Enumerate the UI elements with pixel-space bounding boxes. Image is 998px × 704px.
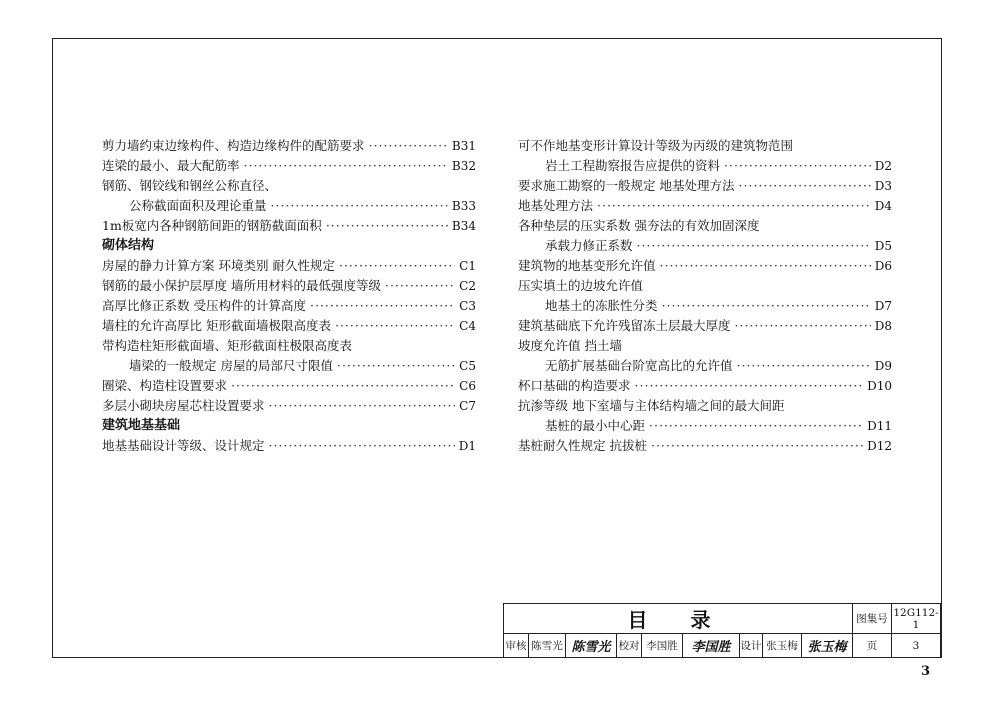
toc-entry-title: 建筑物的地基变形允许值 <box>518 258 656 273</box>
toc-entry-code: D1 <box>458 439 476 453</box>
toc-entry <box>518 436 892 456</box>
toc-leader-dots <box>738 176 870 196</box>
toc-entry-code: C1 <box>459 259 476 273</box>
toc-entry-title: 带构造柱矩形截面墙、矩形截面柱极限高度表 <box>102 338 353 353</box>
toc-entry-title: 钢筋的最小保护层厚度 墙所用材料的最低强度等级 <box>102 278 381 293</box>
toc-left-column <box>102 136 476 456</box>
toc-leader-dots <box>649 416 863 436</box>
toc-right-column <box>518 136 892 456</box>
reviewer-name: 陈雪光 <box>529 634 566 658</box>
checker-signature <box>683 634 740 658</box>
toc-leader-dots <box>269 396 456 416</box>
toc-entry-title: 地基处理方法 <box>518 198 594 213</box>
atlas-number-label: 图集号 <box>853 604 892 634</box>
toc-entry-title: 房屋的静力计算方案 环境类别 耐久性规定 <box>102 258 335 273</box>
toc-entry-code: C2 <box>459 279 476 293</box>
toc-leader-dots <box>339 256 455 276</box>
toc-entry-code: C6 <box>459 379 476 393</box>
designer-signature-mark: 张玉梅 <box>807 640 847 655</box>
toc-entry-title: 墙柱的允许高厚比 矩形截面墙极限高度表 <box>102 318 331 333</box>
toc-entry-title: 坡度允许值 挡土墙 <box>518 338 622 353</box>
toc-entry <box>518 356 892 376</box>
toc-entry <box>102 376 476 396</box>
toc-entry <box>102 156 476 176</box>
toc-entry <box>518 376 892 396</box>
toc-entry-title: 承载力修正系数 <box>545 238 633 253</box>
toc-entry <box>518 416 892 436</box>
toc-entry <box>102 256 476 276</box>
toc-entry-title: 杯口基础的构造要求 <box>518 378 631 393</box>
toc-entry-title: 基桩的最小中心距 <box>545 418 646 433</box>
toc-leader-dots <box>369 136 448 156</box>
toc-leader-dots <box>735 316 871 336</box>
atlas-number: 12G112-1 <box>892 604 941 634</box>
toc-leader-dots <box>326 216 448 236</box>
toc-entry-code: D9 <box>874 359 892 373</box>
toc-leader-dots <box>231 376 455 396</box>
toc-leader-dots <box>597 196 871 216</box>
checker-name: 李国胜 <box>642 634 683 658</box>
toc-leader-dots <box>635 376 864 396</box>
toc-entry <box>102 436 476 456</box>
toc-entry-title: 地基土的冻胀性分类 <box>545 298 658 313</box>
toc-entry-title: 无筋扩展基础台阶宽高比的允许值 <box>545 358 733 373</box>
reviewer-signature <box>566 634 617 658</box>
toc-entry-title: 砌体结构 <box>102 238 155 253</box>
toc-entry-code: D2 <box>874 159 892 173</box>
toc-leader-dots <box>335 316 455 336</box>
title-block <box>503 603 941 658</box>
toc-entry-title: 建筑地基基础 <box>102 418 181 433</box>
toc-leader-dots <box>662 296 871 316</box>
design-label: 设计 <box>740 634 763 658</box>
toc-entry-code: D4 <box>874 199 892 213</box>
toc-entry-title: 多层小砌块房屋芯柱设置要求 <box>102 398 265 413</box>
toc-entry-title: 要求施工勘察的一般规定 地基处理方法 <box>518 178 735 193</box>
toc-entry <box>518 276 892 296</box>
toc-entry <box>102 336 476 356</box>
toc-entry <box>518 316 892 336</box>
toc-entry <box>518 136 892 156</box>
toc-entry-code: D8 <box>874 319 892 333</box>
toc-entry-title: 墙梁的一般规定 房屋的局部尺寸限值 <box>129 358 333 373</box>
toc-entry <box>518 296 892 316</box>
toc-entry-title: 圈梁、构造柱设置要求 <box>102 378 228 393</box>
toc-entry-title: 高厚比修正系数 受压构件的计算高度 <box>102 298 306 313</box>
checker-signature-mark: 李国胜 <box>691 640 731 655</box>
toc-entry <box>518 256 892 276</box>
toc-leader-dots <box>724 156 871 176</box>
toc-leader-dots <box>337 356 455 376</box>
toc-entry-code: B32 <box>451 159 476 173</box>
toc-entry-code: D6 <box>874 259 892 273</box>
toc-leader-dots <box>269 436 455 456</box>
page-number: 3 <box>921 664 931 679</box>
toc-entry <box>102 196 476 216</box>
toc-entry-title: 连梁的最小、最大配筋率 <box>102 158 240 173</box>
toc-entry-title: 剪力墙约束边缘构件、构造边缘构件的配筋要求 <box>102 138 365 153</box>
designer-signature <box>802 634 853 658</box>
toc-entry-code: B34 <box>451 219 476 233</box>
toc-entry <box>102 356 476 376</box>
toc-entry-code: B33 <box>451 199 476 213</box>
toc-entry <box>518 336 892 356</box>
toc-leader-dots <box>737 356 871 376</box>
toc-entry <box>102 216 476 236</box>
title-block-title: 目 录 <box>504 604 853 634</box>
toc-entry-code: C3 <box>459 299 476 313</box>
toc-entry-title: 公称截面面积及理论重量 <box>129 198 267 213</box>
toc-entry-code: D7 <box>874 299 892 313</box>
toc-entry <box>518 216 892 236</box>
toc-entry <box>518 396 892 416</box>
page-label: 页 <box>853 634 892 658</box>
toc-leader-dots <box>310 296 455 316</box>
toc-entry-code: D12 <box>867 439 892 453</box>
review-label: 审核 <box>504 634 529 658</box>
toc-entry <box>518 156 892 176</box>
toc-entry-title: 基桩耐久性规定 抗拔桩 <box>518 438 647 453</box>
toc-entry <box>102 396 476 416</box>
toc-section-heading <box>102 236 476 256</box>
toc-leader-dots <box>385 276 455 296</box>
toc-leader-dots <box>637 236 871 256</box>
toc-leader-dots <box>244 156 448 176</box>
toc-entry-title: 抗渗等级 地下室墙与主体结构墙之间的最大间距 <box>518 398 785 413</box>
toc-entry-code: C7 <box>459 399 476 413</box>
toc-entry <box>102 176 476 196</box>
toc-entry <box>518 236 892 256</box>
toc-entry-title: 钢筋、钢铰线和钢丝公称直径、 <box>102 178 278 193</box>
toc-leader-dots <box>651 436 863 456</box>
toc-leader-dots <box>660 256 871 276</box>
toc-entry-code: C4 <box>459 319 476 333</box>
toc-entry-code: D10 <box>867 379 892 393</box>
toc-entry-code: D3 <box>874 179 892 193</box>
toc-entry-title: 地基基础设计等级、设计规定 <box>102 438 265 453</box>
toc-entry-title: 压实填土的边坡允许值 <box>518 278 644 293</box>
designer-name: 张玉梅 <box>763 634 802 658</box>
toc-entry-title: 1m板宽内各种钢筋间距的钢筋截面面积 <box>102 218 322 233</box>
toc-entry-title: 各种垫层的压实系数 强夯法的有效加固深度 <box>518 218 760 233</box>
toc-entry-title: 可不作地基变形计算设计等级为丙级的建筑物范围 <box>518 138 794 153</box>
toc-entry-code: D11 <box>867 419 892 433</box>
toc-entry-code: B31 <box>451 139 476 153</box>
page-number-cell: 3 <box>892 634 941 658</box>
toc-entry-title: 岩土工程勘察报告应提供的资料 <box>545 158 721 173</box>
toc-entry-code: C5 <box>459 359 476 373</box>
toc-leader-dots <box>271 196 448 216</box>
toc-entry <box>518 196 892 216</box>
check-label: 校对 <box>617 634 642 658</box>
toc-entry <box>102 136 476 156</box>
toc-entry-title: 建筑基础底下允许残留冻土层最大厚度 <box>518 318 731 333</box>
toc-entry <box>102 316 476 336</box>
toc-section-heading <box>102 416 476 436</box>
toc-entry-code: D5 <box>874 239 892 253</box>
reviewer-signature-mark: 陈雪光 <box>571 640 611 655</box>
toc-entry <box>102 276 476 296</box>
toc-entry <box>518 176 892 196</box>
toc-entry <box>102 296 476 316</box>
